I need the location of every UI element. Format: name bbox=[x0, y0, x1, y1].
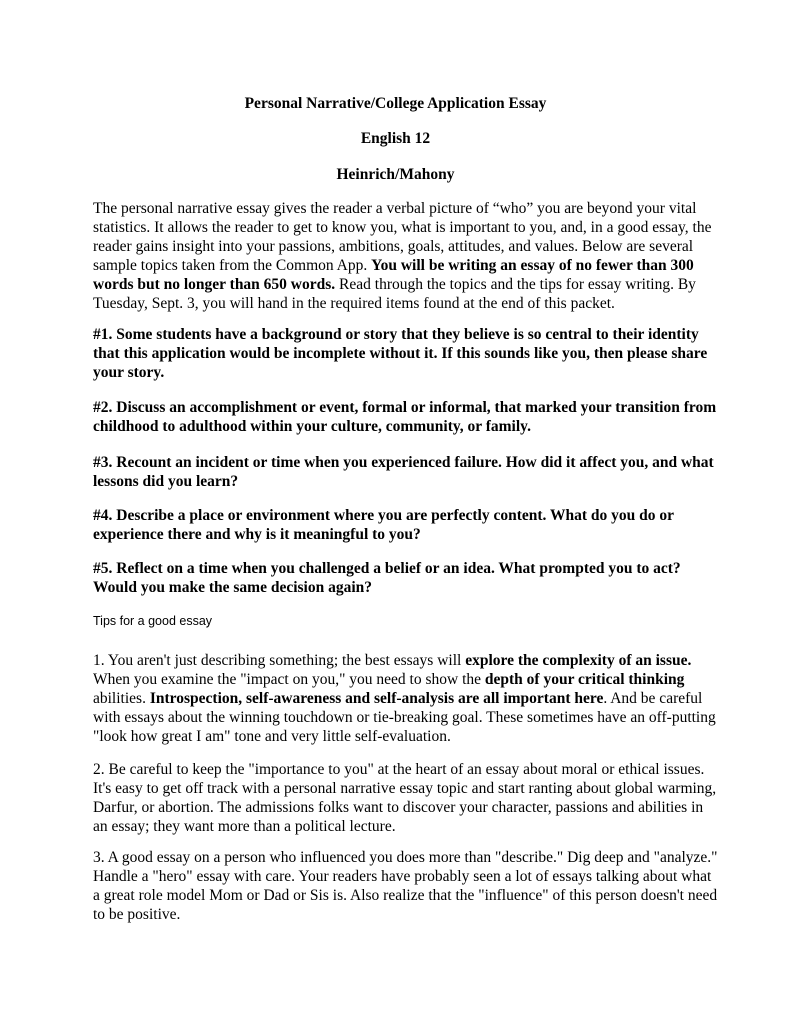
teacher-names: Heinrich/Mahony bbox=[336, 166, 455, 183]
tip-1-text: . And be careful with essays about the winning touchdown or tie-breaking goal. These sometimes have an off-putting "look how great I am" tone and very little self-evaluation. bbox=[93, 690, 716, 745]
tip-1-text: When you examine the "impact on you," you need to show the bbox=[93, 671, 485, 688]
tip-1-text: abilities. bbox=[93, 690, 150, 707]
intro-text-end: Read through the topics and the tips for essay writing. By Tuesday, Sept. 3, you will hand in the required items found at the end of this packet. bbox=[93, 276, 696, 312]
tips-heading: Tips for a good essay bbox=[93, 614, 213, 628]
prompt-4: #4. Describe a place or environment where you are perfectly content. What do you do or experience there and why is it meaningful to you? bbox=[93, 507, 674, 543]
tip-1 bbox=[93, 651, 721, 746]
tip-2: 2. Be careful to keep the "importance to you" at the heart of an essay about moral or ethical issues. It's easy to get off track with a personal narrative essay topic and start ranting about global warming, Darfur, or abortion. The admissions folks want to discover your character, passions and abilities in an essay; they want more than a political lecture. bbox=[93, 761, 717, 835]
course-name: English 12 bbox=[360, 130, 431, 147]
tip-1-text: 1. You aren't just describing something; the best essays will bbox=[93, 652, 466, 669]
prompt-1: #1. Some students have a background or story that they believe is so central to their identity that this application would be incomplete without it. If this sounds like you, then please share your story. bbox=[93, 326, 708, 381]
word-count-requirement: You will be writing an essay of no fewer than 300 words but no longer than 650 words. bbox=[93, 257, 694, 293]
intro-text: The personal narrative essay gives the reader a verbal picture of “who” you are beyond your vital statistics. It allows the reader to get to know you, what is important to you, and, in a good essay, the reader gains insight into your passions, ambitions, goals, attitudes, and values. Below are several sample topics taken from the Common App. bbox=[93, 200, 712, 274]
prompt-5: #5. Reflect on a time when you challenged a belief or an idea. What prompted you to act? Would you make the same decision again? bbox=[93, 560, 681, 596]
intro-paragraph bbox=[93, 199, 721, 313]
tip-1-bold: depth of your critical thinking bbox=[484, 671, 685, 688]
document-title: Personal Narrative/College Application Essay bbox=[244, 95, 547, 112]
tip-1-bold: explore the complexity of an issue. bbox=[465, 652, 692, 669]
tip-3: 3. A good essay on a person who influenced you does more than "describe." Dig deep and "analyze." Handle a "hero" essay with care. Your readers have probably seen a lot of essays talking about what a great role model Mom or Dad or Sis is. Also realize that the "influence" of this person doesn't need to be positive. bbox=[93, 849, 718, 923]
tip-1-bold: Introspection, self-awareness and self-analysis are all important here bbox=[149, 690, 604, 707]
prompt-3: #3. Recount an incident or time when you experienced failure. How did it affect you, and what lessons did you learn? bbox=[93, 454, 714, 490]
prompt-2: #2. Discuss an accomplishment or event, formal or informal, that marked your transition from childhood to adulthood within your culture, community, or family. bbox=[93, 399, 717, 435]
